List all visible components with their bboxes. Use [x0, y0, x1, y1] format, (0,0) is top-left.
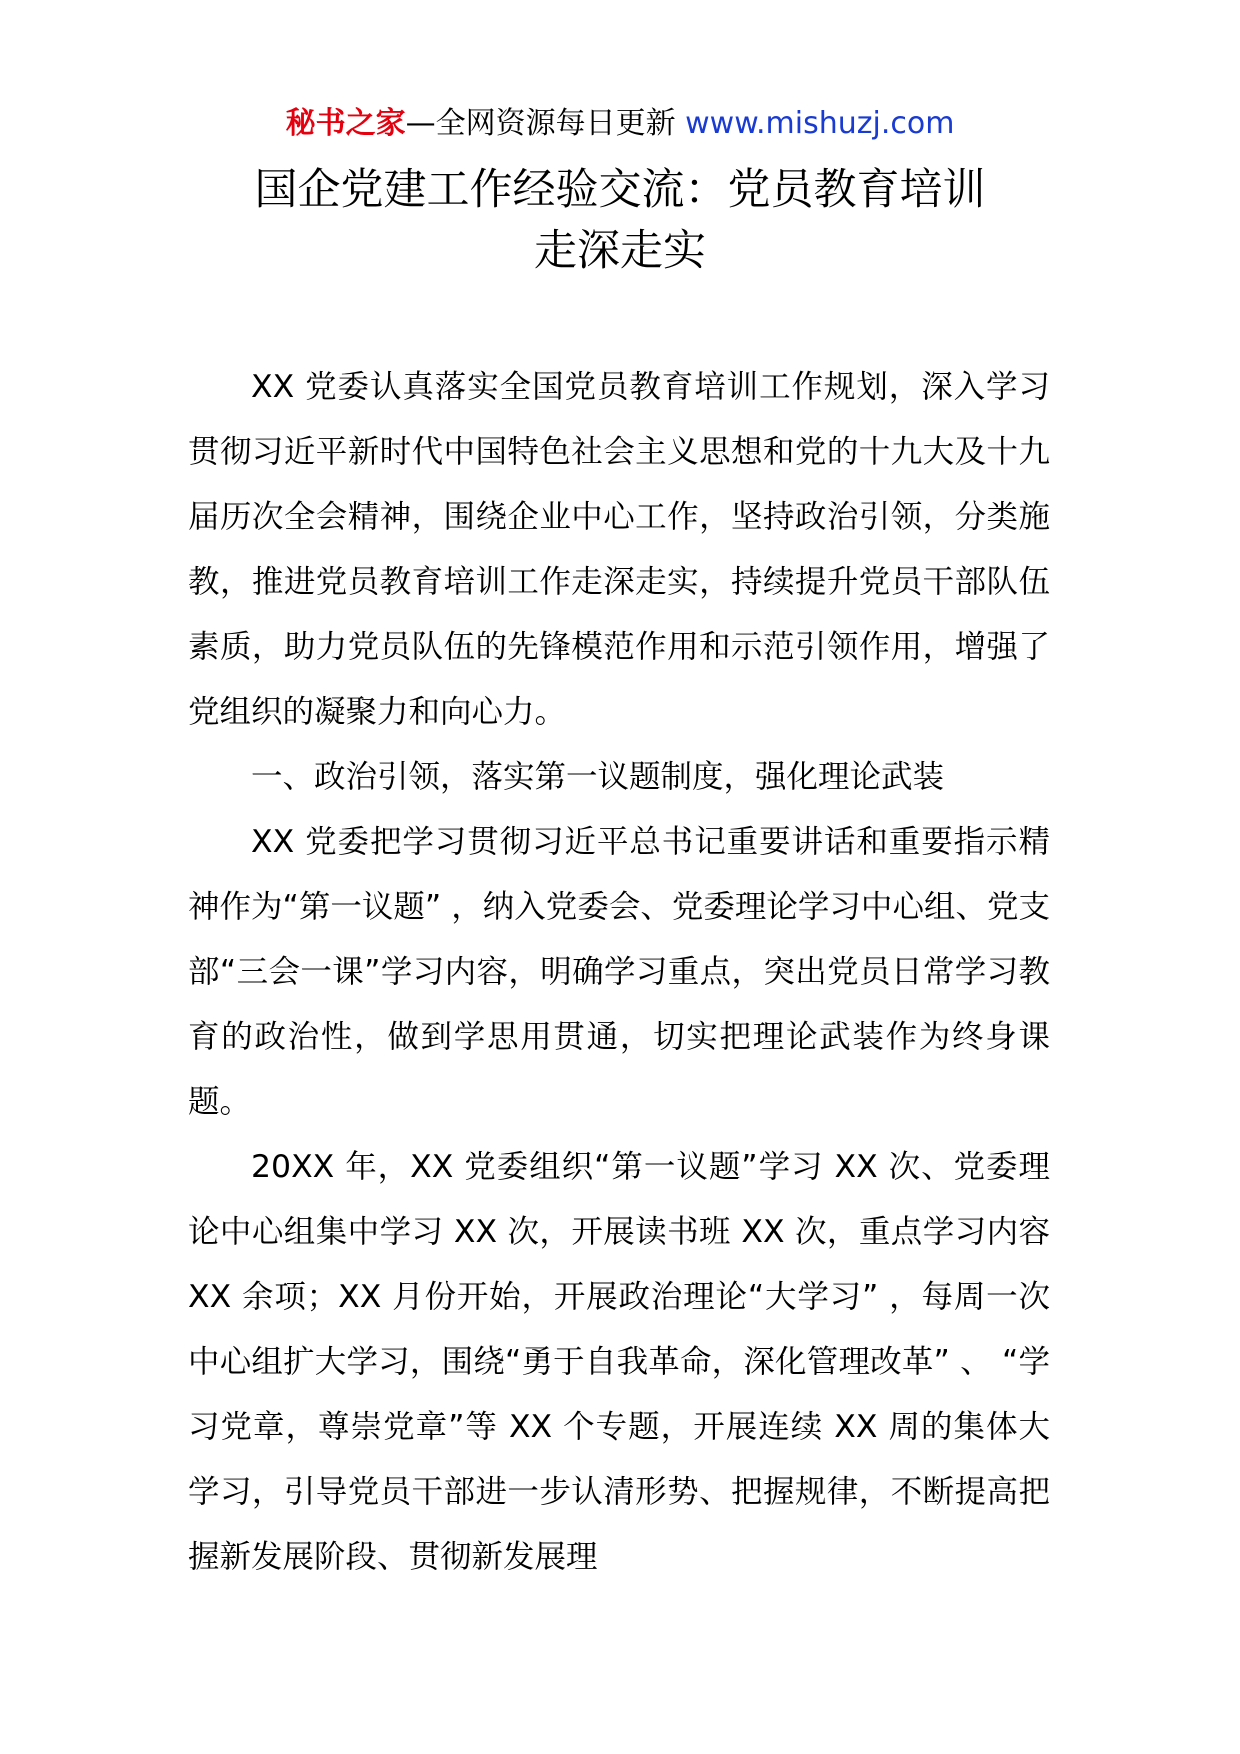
body-paragraph: 20XX 年，XX 党委组织“第一议题”学习 XX 次、党委理论中心组集中学习 XX 次，开展读书班 XX 次，重点学习内容 XX 余项；XX 月份开始，开展政治理论“大学习” ，每周一次中心组扩大学习，围绕“勇于自我革命，深化管理改革” 、 “学习党章，尊崇党章”等 XX 个专题，开展连续 XX 周的集体大学习，引导党员干部进一步认清形势、把握规律，不断提高把握新发展阶段、贯彻新发展理	[188, 1149, 1050, 1575]
title-line-1: 国企党建工作经验交流：党员教育培训	[254, 165, 986, 215]
body-paragraph: XX 党委认真落实全国党员教育培训工作规划，深入学习贯彻习近平新时代中国特色社会主义思想和党的十九大及十九届历次全会精神，围绕企业中心工作，坚持政治引领，分类施教，推进党员教育培训工作走深走实，持续提升党员干部队伍素质，助力党员队伍的先锋模范作用和示范引领作用，增强了党组织的凝聚力和向心力。	[188, 369, 1050, 730]
document-title	[140, 160, 1100, 282]
document-body	[188, 355, 1050, 1590]
site-banner	[0, 100, 1240, 148]
banner-url-link[interactable]: www.mishuzj.com	[685, 106, 955, 141]
banner-slogan: —全网资源每日更新	[405, 106, 686, 141]
body-paragraph: XX 党委把学习贯彻习近平总书记重要讲话和重要指示精神作为“第一议题” ，纳入党委会、党委理论学习中心组、党支部“三会一课”学习内容，明确学习重点，突出党员日常学习教育的政治性，做到学思用贯通，切实把理论武装作为终身课题。	[188, 824, 1050, 1120]
section-heading: 一、政治引领，落实第一议题制度，强化理论武装	[251, 759, 945, 795]
title-line-2: 走深走实	[534, 226, 706, 276]
banner-brand: 秘书之家	[285, 106, 406, 141]
